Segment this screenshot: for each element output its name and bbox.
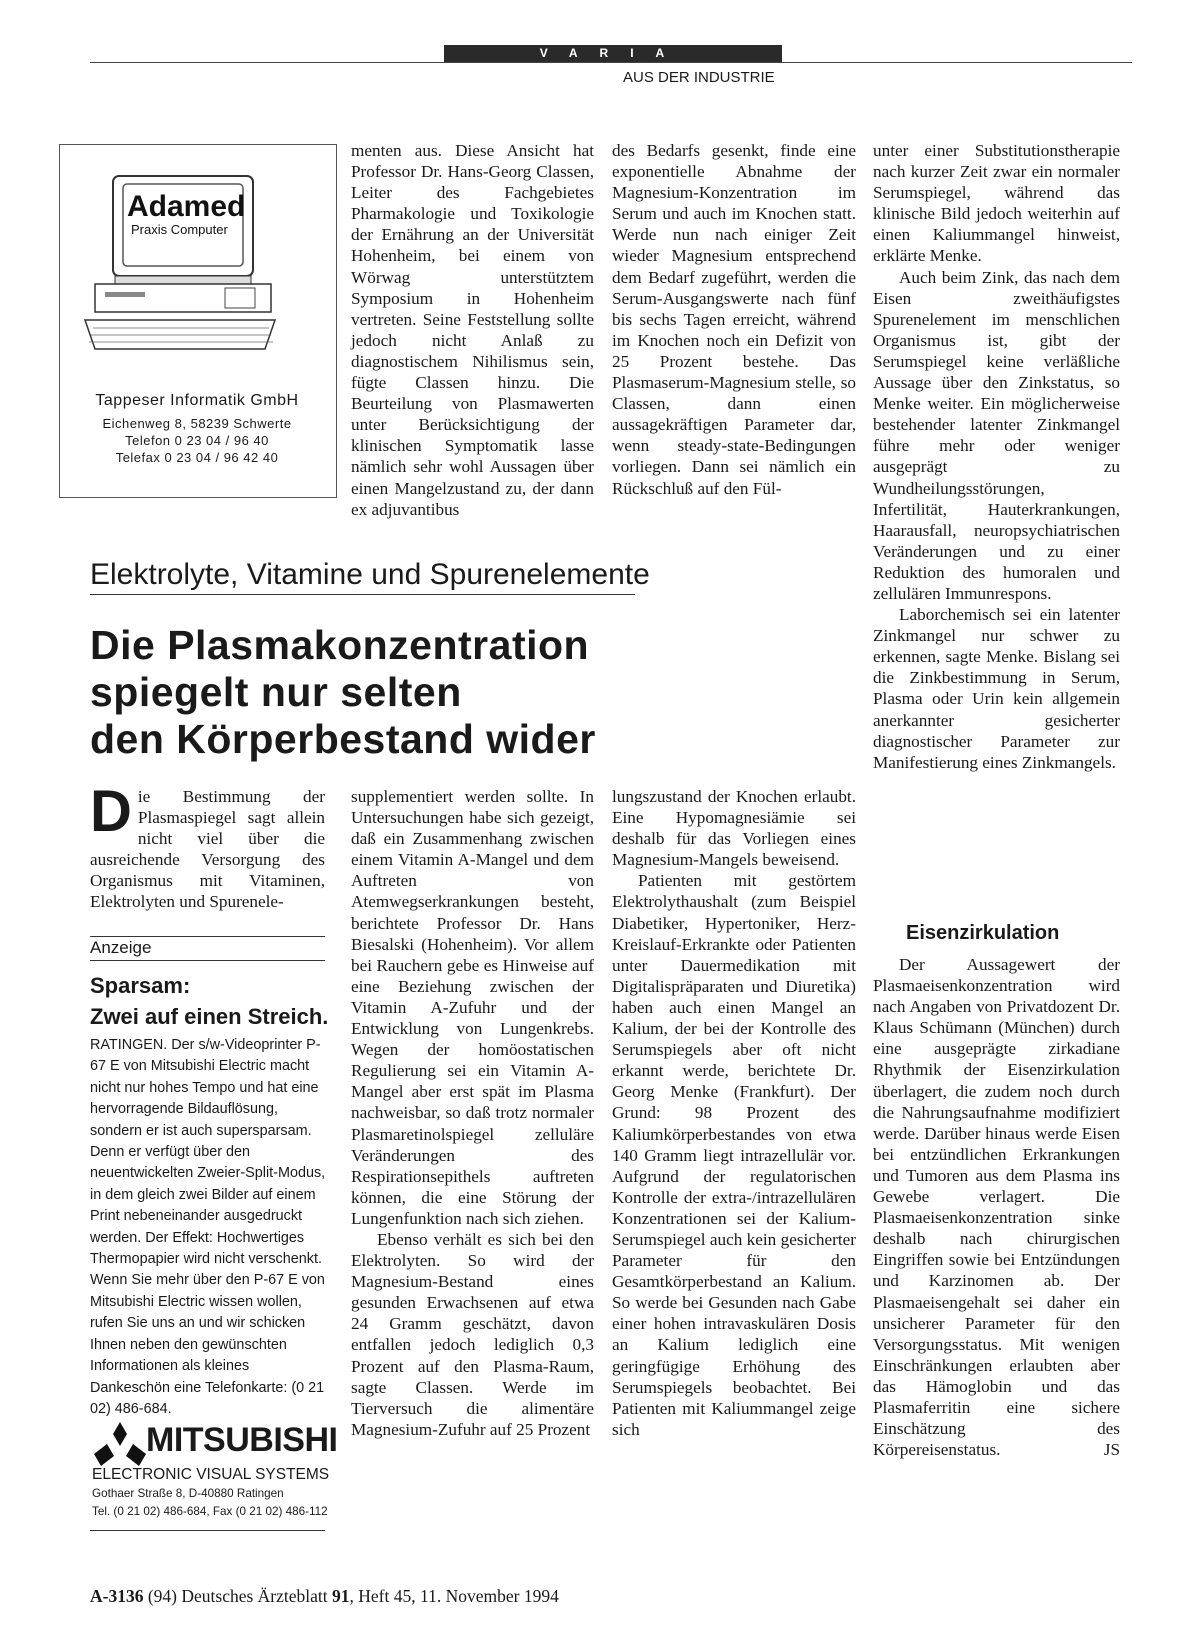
computer-illustration [75, 174, 285, 364]
column-2-top [351, 140, 594, 520]
column-2-bottom [351, 786, 594, 1440]
ad-title [90, 970, 328, 1032]
headline [90, 622, 810, 763]
ad-fax: Telefax 0 23 04 / 96 42 40 [115, 450, 279, 465]
subsection-text: AUS DER INDUSTRIE [623, 69, 775, 86]
column-4 [873, 140, 1120, 773]
paragraph: lungszustand der Knochen erlaubt. Eine Hypomagnesiämie sei deshalb für das Vorliegen eines Magnesium-Mangels beweisend. [612, 787, 856, 870]
headline-line: Die Plasmakonzentration [90, 622, 590, 668]
paragraph: Ebenso verhält es sich bei den Elektrolyten. So wird der Magnesium-Bestand eines gesunden Erwachsenen auf etwa 24 Gramm geschätzt, davon entfallen jedoch lediglich 0,3 Prozent auf den Plasma-Raum, sagte Classen. Werde im Tierversuch die alimentäre Magnesium-Zufuhr auf 25 Prozent [351, 1229, 594, 1439]
footer-source: (94) Deutsches Ärzteblatt [147, 1586, 328, 1606]
ad-company: Tappeser Informatik GmbH [95, 392, 299, 409]
page-footer [90, 1586, 559, 1607]
intro-paragraph [90, 779, 325, 913]
ad-label: Anzeige [90, 938, 152, 957]
paragraph: Laborchemisch sei ein latenter Zinkmangel nur schwer zu erkennen, sagte Menke. Bislang sei die Zinkbestimmung in Serum, Plasma oder Urin kein allgemein anerkannter gesicherter diagnostischer Parameter zur Manifestierung eines Zinkmangels. [873, 605, 1120, 772]
page-number: A-3136 [90, 1586, 144, 1606]
brand-sub: ELECTRONIC VISUAL SYSTEMS [92, 1466, 330, 1483]
footer-volume: 91 [332, 1586, 350, 1606]
paragraph: supplementiert werden sollte. In Untersuchungen habe sich gezeigt, daß ein Zusammenhang zwischen einem Vitamin A-Mangel und dem Auftreten von Atemwegserkrankungen besteht, berichtete Professor Dr. Hans Biesalski (Hohenheim). Vor allem bei Rauchern gebe es Hinweise auf eine Beziehung zwischen der Vitamin A-Zufuhr und der Entwicklung von Lungenkrebs. Wegen der homöostatischen Regulierung sei ein Vitamin A-Mangel aber erst spät im Plasma nachweisbar, so daß trotz normaler Plasmaretinolspiegel zelluläre Veränderungen des Respirationsepithels auftreten können, die eine Störung der Lungenfunktion nach sich ziehen. [351, 787, 594, 1228]
header-rule [90, 62, 1132, 63]
author-initials: JS [1103, 1440, 1120, 1460]
adamed-logo-sub: Praxis Computer [131, 222, 228, 237]
paragraph: Auch beim Zink, das nach dem Eisen zweithäufigstes Spurenelement im menschlichen Organismus ist, gibt der Serumspiegel keine verläßliche Aussage über den Zinkstatus, so Menke weiter. Ein möglicherweise bestehender latenter Zinkmangel führe mehr oder weniger ausgeprägt zu Wundheilungsstörungen, Infertilität, Hauterkrankungen, Haarausfall, neuropsychiatrischen Veränderungen und zu einer Reduktion des humoralen und zellulären Immunrespons. [873, 267, 1120, 603]
mitsubishi-diamonds-icon [94, 1422, 146, 1468]
paragraph-text: Der Aussagewert der Plasmaeisenkonzentration wird nach Angaben von Privatdozent Dr. Klaus Schümann (München) durch eine ausgeprägte zirkadiane Rhythmik der Eisenzirkulation überlagert, die zudem noch durch die Nahrungsaufnahme modifiziert werde. Darüber hinaus werde Eisen bei entzündlichen Erkrankungen und Tumoren aus dem Plasma ins Gewebe verlagert. Die Plasmaeisenkonzentration sinke deshalb nach chirurgischen Eingriffen sowie bei Entzündungen und Karzinomen ab. Der Plasmaeisengehalt sei daher ein unsicherer Parameter für den Versorgungsstatus. Mit wenigen Einschränkungen erlaubten aber das Hämoglobin und das Plasmaferritin eine sichere Einschätzung des Körpereisenstatus. [873, 955, 1120, 1460]
headline-line: den Körperbestand wider [90, 716, 596, 762]
adamed-logo-text: Adamed [127, 190, 246, 223]
section-banner: VARIA [444, 45, 782, 62]
brand-phone: Tel. (0 21 02) 486-684, Fax (0 21 02) 486-112 [92, 1505, 328, 1518]
brand-address: Gothaer Straße 8, D-40880 Ratingen [92, 1487, 284, 1500]
brand-name: MITSUBISHI [146, 1421, 338, 1459]
intro-text: ie Bestimmung der Plasmaspiegel sagt allein nicht viel über die ausreichende Versorgung des Organismus mit Vitaminen, Elektrolyten und Spurenele- [90, 787, 325, 912]
ad-title-line: Sparsam: [90, 973, 191, 998]
headline-line: spiegelt nur selten [90, 669, 462, 715]
paragraph: Patienten mit gestörtem Elektrolythaushalt (zum Beispiel Diabetiker, Hypertoniker, Herz-Kreislauf-Erkrankte oder Patienten unter Dauermedikation mit Digitalispräparaten und Diuretika) haben auch einen Mangel an Kalium, der bei der Kontrolle des Serumspiegels aber oft nicht erkannt werde, berichtete Dr. Georg Menke (Frankfurt). Der Grund: 98 Prozent des Kaliumkörperbestandes von etwa 140 Gramm liegt intrazellulär vor. Aufgrund der regulatorischen Kontrolle der extra-/intrazellulären Konzentrationen sei der Kalium-Serumspiegel auch kein gesicherter Parameter für den Gesamtkörperbestand an Kalium. So werde bei Gesunden nach Gabe einer hohen intravaskulären Dosis an Kalium lediglich eine geringfügige Erhöhung des Serumspiegels beobachtet. Bei Patienten mit Kaliummangel zeige sich [612, 871, 856, 1439]
paragraph: menten aus. Diese Ansicht hat Professor Dr. Hans-Georg Classen, Leiter des Fachgebietes Pharmakologie und Toxikologie der Ernährung an der Universität Hohenheim, bei einem von Wörwag unterstütztem Symposium in Hohenheim vertreten. Seine Feststellung sollte jedoch nicht Anlaß zu diagnostischem Nihilismus sein, fügte Classen hinzu. Die Beurteilung von Plasmawerten unter Berücksichtigung der klinischen Symptomatik lasse nämlich sehr wohl Aussagen über einen Mangelzustand zu, der dann ex adjuvantibus [351, 141, 594, 519]
footer-issue: , Heft 45, 11. November 1994 [349, 1586, 559, 1606]
ad-rule-top [90, 936, 325, 937]
ad-rule-bottom [90, 1530, 325, 1531]
subheading: Eisenzirkulation [906, 922, 1060, 944]
dropcap: D [90, 779, 132, 844]
kicker-rule [90, 594, 635, 595]
paragraph: des Bedarfs gesenkt, finde eine exponentielle Abnahme der Magnesium-Konzentration im Serum und auch im Knochen statt. Werde nun nach einiger Zeit wieder Magnesium entsprechend dem Bedarf zugeführt, werden die Serum-Ausgangswerte nach fünf bis sechs Tagen erreicht, während im Knochen noch ein Defizit von 25 Prozent bestehe. Das Plasmaserum-Magnesium stelle, so Classen, dann einen aussagekräftigen Parameter dar, wenn steady-state-Bedingungen vorliegen. Dann sei nämlich ein Rückschluß auf den Fül- [612, 141, 856, 498]
ad-text: RATINGEN. Der s/w-Videoprinter P-67 E von Mitsubishi Electric macht nicht nur hohes Tempo und hat eine hervorragende Bildauflösung, sondern er ist auch supersparsam. Denn er verfügt über den neuentwickelten Zweier-Split-Modus, in dem gleich zwei Bilder auf einem Print nebeneinander ausgedruckt werden. Der Effekt: Hochwertiges Thermopapier wird nicht verschenkt. Wenn Sie mehr über den P-67 E von Mitsubishi Electric wissen wollen, rufen Sie uns an und wir schicken Ihnen neben den gewünschten Informationen als kleines Dankeschön eine Telefonkarte: (0 21 02) 486-684. [90, 1037, 326, 1417]
paragraph: unter einer Substitutionstherapie nach kurzer Zeit zwar ein normaler Serumspiegel, während das klinische Bild jedoch weiterhin auf einen Kaliummangel hinweist, erklärte Menke. [873, 141, 1120, 266]
column-3-top [612, 140, 856, 499]
paragraph [873, 954, 1120, 1460]
ad-phone: Telefon 0 23 04 / 96 40 [125, 433, 269, 448]
column-4-lower [873, 954, 1120, 1460]
kicker: Elektrolyte, Vitamine und Spurenelemente [90, 558, 650, 591]
ad-title-line: Zwei auf einen Streich. [90, 1004, 329, 1029]
ad-rule [90, 960, 325, 961]
column-3-bottom [612, 786, 856, 1440]
ad-address: Eichenweg 8, 58239 Schwerte [102, 416, 292, 431]
